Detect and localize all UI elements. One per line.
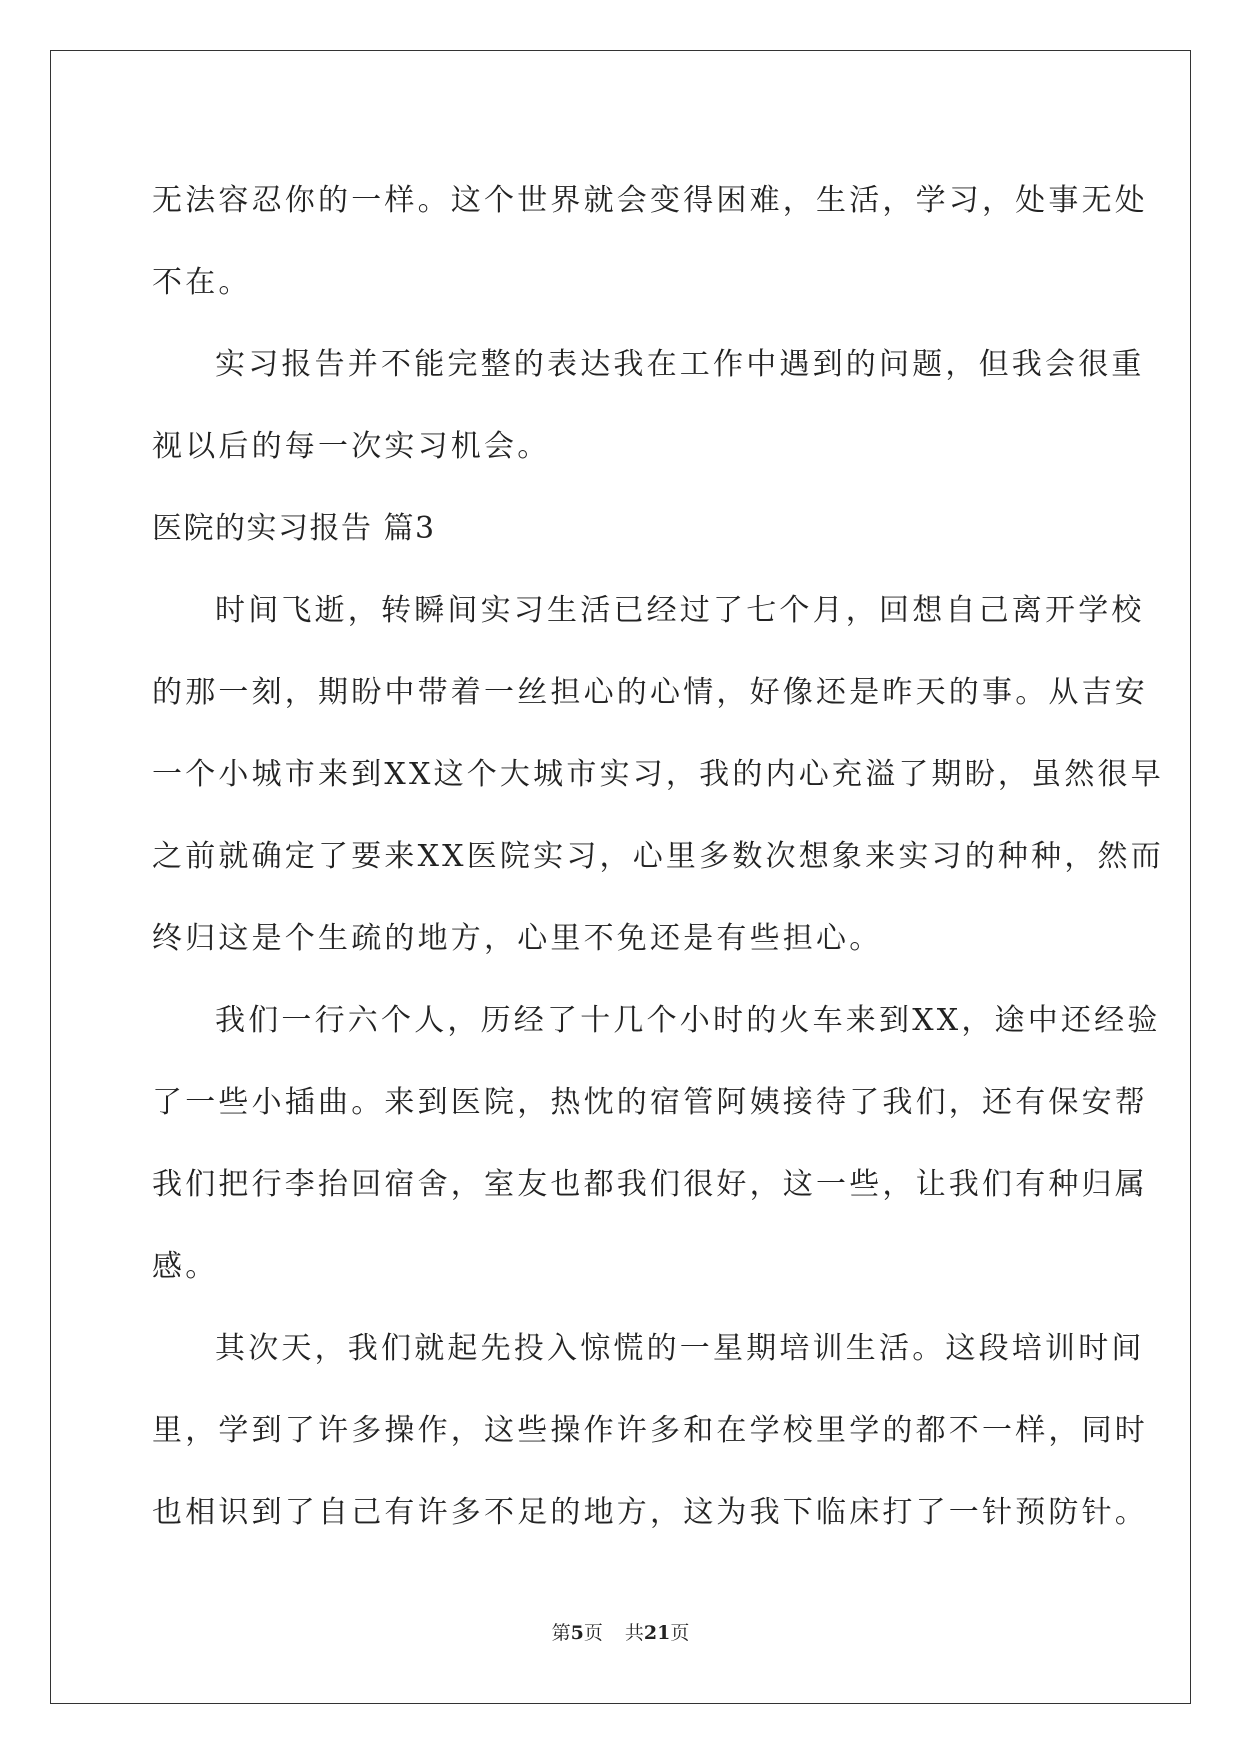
total-pages: 21 [643,1622,671,1644]
document-body [152,160,1164,1554]
section-heading: 医院的实习报告 篇3 [152,511,436,546]
paragraph-start: 时间飞逝，转瞬间实习生活已经过了七个月，回想自己离开学校 [215,593,1145,628]
paragraph-start: 其次天，我们就起先投入惊慌的一星期培训生活。这段培训时间 [215,1331,1145,1366]
page-footer [0,1618,1241,1645]
text-line: 一个小城市来到XX这个大城市实习，我的内心充溢了期盼，虽然很早 [152,757,1164,792]
total-suffix: 页 [670,1622,690,1644]
text-line: 视以后的每一次实习机会。 [152,429,551,464]
text-line: 了一些小插曲。来到医院，热忱的宿管阿姨接待了我们，还有保安帮 [152,1085,1148,1120]
text-line: 里，学到了许多操作，这些操作许多和在学校里学的都不一样，同时 [152,1413,1148,1448]
page-prefix: 第 [551,1622,571,1644]
paragraph-start: 实习报告并不能完整的表达我在工作中遇到的问题，但我会很重 [215,347,1145,382]
text-line: 不在。 [152,265,252,300]
text-line: 之前就确定了要来XX医院实习，心里多数次想象来实习的种种，然而 [152,839,1164,874]
text-line: 无法容忍你的一样。这个世界就会变得困难，生活，学习，处事无处 [152,183,1148,218]
text-line: 我们把行李抬回宿舍，室友也都我们很好，这一些，让我们有种归属 [152,1167,1148,1202]
page-number: 5 [570,1622,584,1644]
text-line: 终归这是个生疏的地方，心里不免还是有些担心。 [152,921,883,956]
page-suffix: 页 [583,1622,603,1644]
text-line: 的那一刻，期盼中带着一丝担心的心情，好像还是昨天的事。从吉安 [152,675,1148,710]
total-prefix: 共 [624,1622,644,1644]
text-line: 也相识到了自己有许多不足的地方，这为我下临床打了一针预防针。 [152,1495,1148,1530]
paragraph-start: 我们一行六个人，历经了十几个小时的火车来到XX，途中还经验 [215,1003,1161,1038]
text-line: 感。 [152,1249,219,1284]
